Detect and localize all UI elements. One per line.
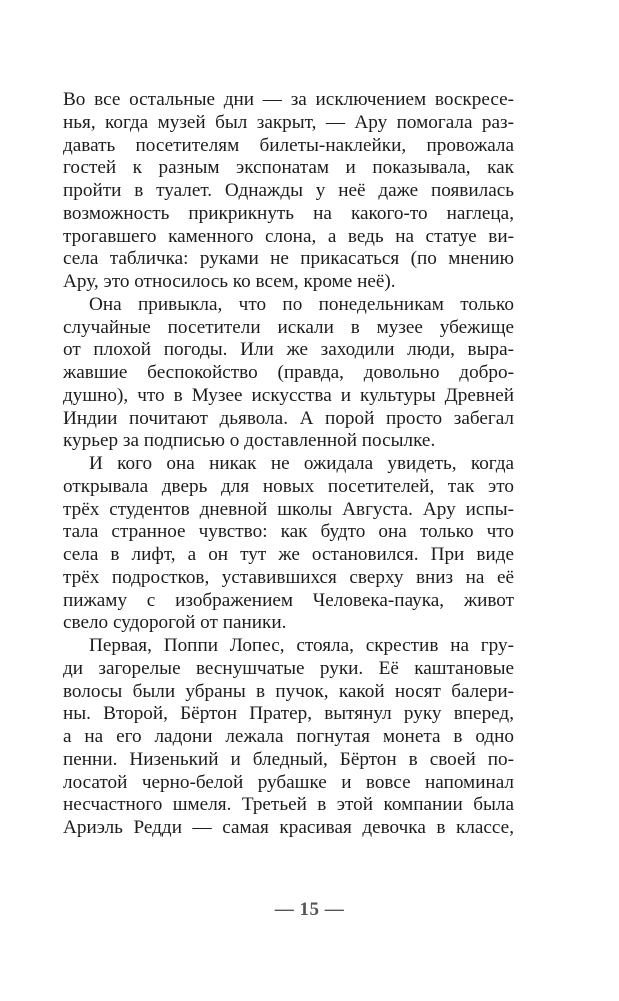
text-line: Ару, это относилось ко всем, кроме неё). bbox=[63, 271, 396, 292]
text-line: открывала дверь для новых посетителей, так это bbox=[63, 475, 514, 497]
page-body bbox=[63, 89, 514, 840]
text-line: пройти в туалет. Однажды у неё даже появилась bbox=[63, 180, 514, 201]
text-line: возможность прикрикнуть на какого-то наглеца, bbox=[63, 202, 514, 224]
text-line: давать посетителям билеты-наклейки, провожала bbox=[63, 134, 514, 156]
paragraph-first-line: Первая, Поппи Лопес, стояла, скрестив на гру- bbox=[89, 635, 514, 656]
text-line: Индии почитают дьявола. А порой просто забегал bbox=[63, 407, 514, 429]
text-line: ди загорелые веснушчатые руки. Её каштановые bbox=[63, 657, 514, 679]
text-line: волосы были убраны в пучок, какой носят балери- bbox=[63, 680, 514, 702]
text-line: лосатой черно-белой рубашке и вовсе напоминал bbox=[63, 771, 514, 793]
paragraph-first-line: И кого она никак не ожидала увидеть, когда bbox=[89, 453, 514, 474]
text-line: пижаму с изображением Человека-паука, живот bbox=[63, 589, 514, 611]
paragraph-first-line: Она привыкла, что по понедельникам только bbox=[89, 293, 514, 315]
text-line: а на его ладони лежала погнутая монета в одно bbox=[63, 726, 514, 747]
text-line: случайные посетители искали в музее убежище bbox=[63, 316, 514, 338]
text-line: трёх студентов дневной школы Августа. Ару испы- bbox=[63, 498, 514, 520]
text-line: пенни. Низенький и бледный, Бёртон в своей по- bbox=[63, 748, 514, 770]
text-line: от плохой погоды. Или же заходили люди, выра- bbox=[63, 339, 514, 361]
text-line: душно), что в Музее искусства и культуры Древней bbox=[63, 384, 514, 406]
text-line: трогавшего каменного слона, а ведь на статуе ви- bbox=[63, 225, 514, 247]
text-line: курьер за подписью о доставленной посылке. bbox=[63, 430, 436, 452]
text-line: ны. Второй, Бёртон Пратер, вытянул руку вперед, bbox=[63, 703, 514, 725]
text-line: нья, когда музей был закрыт, — Ару помогала раз- bbox=[63, 111, 514, 133]
page-number: — 15 — bbox=[274, 899, 345, 920]
text-line: гостей к разным экспонатам и показывала, как bbox=[63, 157, 514, 179]
text-line: несчастного шмеля. Третьей в этой компании была bbox=[63, 794, 514, 816]
text-line: села в лифт, а он тут же остановился. При виде bbox=[63, 544, 514, 565]
text-line: Ариэль Редди — самая красивая девочка в классе, bbox=[63, 817, 514, 838]
text-line: свело судорогой от паники. bbox=[63, 612, 287, 634]
text-line: села табличка: руками не прикасаться (по мнению bbox=[63, 248, 514, 270]
text-line: тала странное чувство: как будто она только что bbox=[63, 521, 514, 543]
text-line: трёх подростков, уставившихся сверху вниз на её bbox=[63, 566, 514, 588]
text-line: Во все остальные дни — за исключением воскресе- bbox=[63, 89, 514, 110]
text-line: жавшие беспокойство (правда, довольно добро- bbox=[63, 362, 514, 383]
